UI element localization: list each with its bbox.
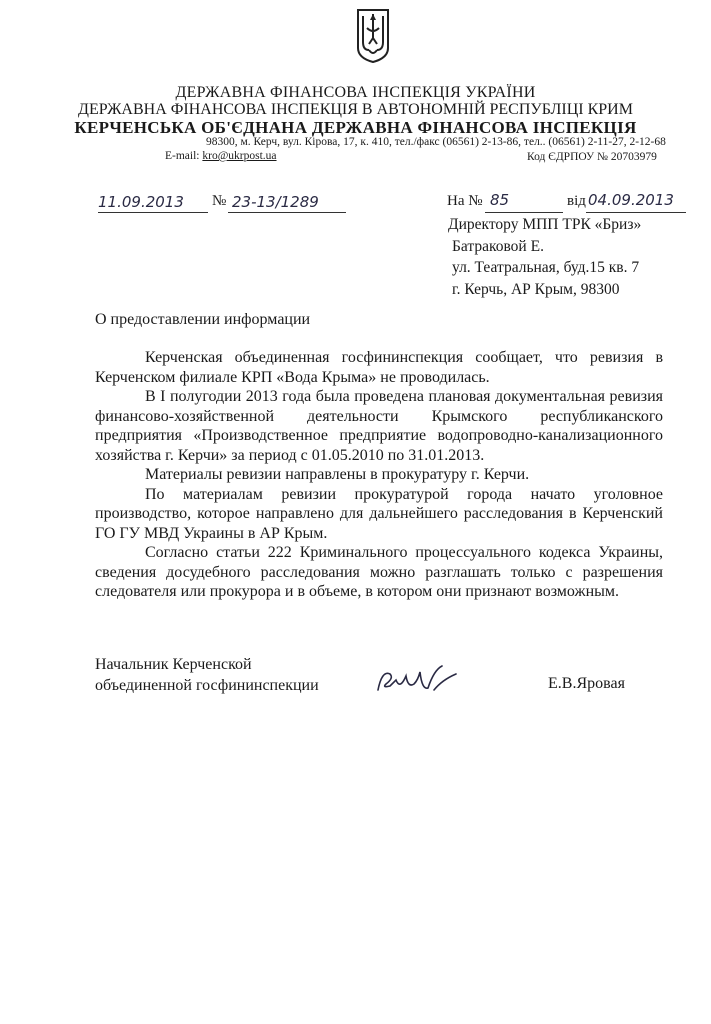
handwritten-signature <box>372 660 462 700</box>
reference-date-underline <box>586 212 686 213</box>
trident-emblem-icon <box>355 8 391 64</box>
header-code: Код ЄДРПОУ № 20703979 <box>527 151 657 163</box>
reference-label: На № <box>447 193 483 209</box>
header-email <box>165 150 277 162</box>
recipient-line-1: Директору МПП ТРК «Бриз» <box>448 216 642 233</box>
reference-number: 85 <box>490 191 510 209</box>
reference-number-underline <box>485 212 563 213</box>
reference-date: 04.09.2013 <box>588 191 674 209</box>
letter-subject: О предоставлении информации <box>95 311 311 328</box>
letter-body <box>95 348 663 602</box>
outgoing-date-underline <box>98 212 208 213</box>
reference-date-label: від <box>567 193 586 209</box>
recipient-line-3: ул. Театральная, буд.15 кв. 7 <box>452 259 640 276</box>
body-paragraph: Материалы ревизии направлены в прокуратуру г. Керчи. <box>145 466 530 483</box>
header-line-2: ДЕРЖАВНА ФІНАНСОВА ІНСПЕКЦІЯ В АВТОНОМНІЙ РЕСПУБЛІЦІ КРИМ <box>78 101 633 118</box>
recipient-block <box>448 214 641 300</box>
header-line-3: КЕРЧЕНСЬКА ОБ'ЄДНАНА ДЕРЖАВНА ФІНАНСОВА ІНСПЕКЦІЯ <box>74 118 637 137</box>
body-paragraph: В I полугодии 2013 года была проведена плановая документальная ревизия финансово-хозяйственной деятельности Крымского республиканского предприятия «Производственное предприятие водопроводно-канализационного хозяйства г. Керчи» за период с 01.05.2010 по 31.01.2013. <box>95 388 663 464</box>
outgoing-number-underline <box>228 212 346 213</box>
outgoing-number-label: № <box>212 193 227 209</box>
body-paragraph: Керченская объединенная госфининспекция сообщает, что ревизия в Керченском филиале КРП «Вода Крыма» не проводилась. <box>95 349 663 386</box>
recipient-line-4: г. Керчь, АР Крым, 98300 <box>452 280 620 298</box>
recipient-line-2: Батраковой Е. <box>452 237 544 255</box>
signatory-title-line-2: объединенной госфининспекции <box>95 677 319 694</box>
outgoing-date: 11.09.2013 <box>98 193 184 211</box>
body-paragraph: Согласно статьи 222 Криминального процессуального кодекса Украины, сведения досудебного расследования можно разглашать только с разрешения следователя или прокурора и в объеме, в котором они признают возможным. <box>95 544 663 600</box>
outgoing-number: 23-13/1289 <box>232 193 319 211</box>
body-paragraph: По материалам ревизии прокуратурой города начато уголовное производство, которое направлено для дальнейшего расследования в Керченский ГО ГУ МВД Украины в АР Крым. <box>95 485 663 542</box>
email-link[interactable]: kro@ukrpost.ua <box>202 150 277 162</box>
header-address: 98300, м. Керч, вул. Кірова, 17, к. 410, тел./факс (06561) 2-13-86, тел.. (06561) 2-11-27, 2-12-68 <box>206 136 666 148</box>
signatory-title-line-1: Начальник Керченской <box>95 656 252 673</box>
email-label: E-mail: <box>165 150 200 162</box>
signatory-title <box>95 654 319 696</box>
signatory-name: Е.В.Яровая <box>548 675 625 692</box>
header-line-1: ДЕРЖАВНА ФІНАНСОВА ІНСПЕКЦІЯ УКРАЇНИ <box>175 84 536 101</box>
